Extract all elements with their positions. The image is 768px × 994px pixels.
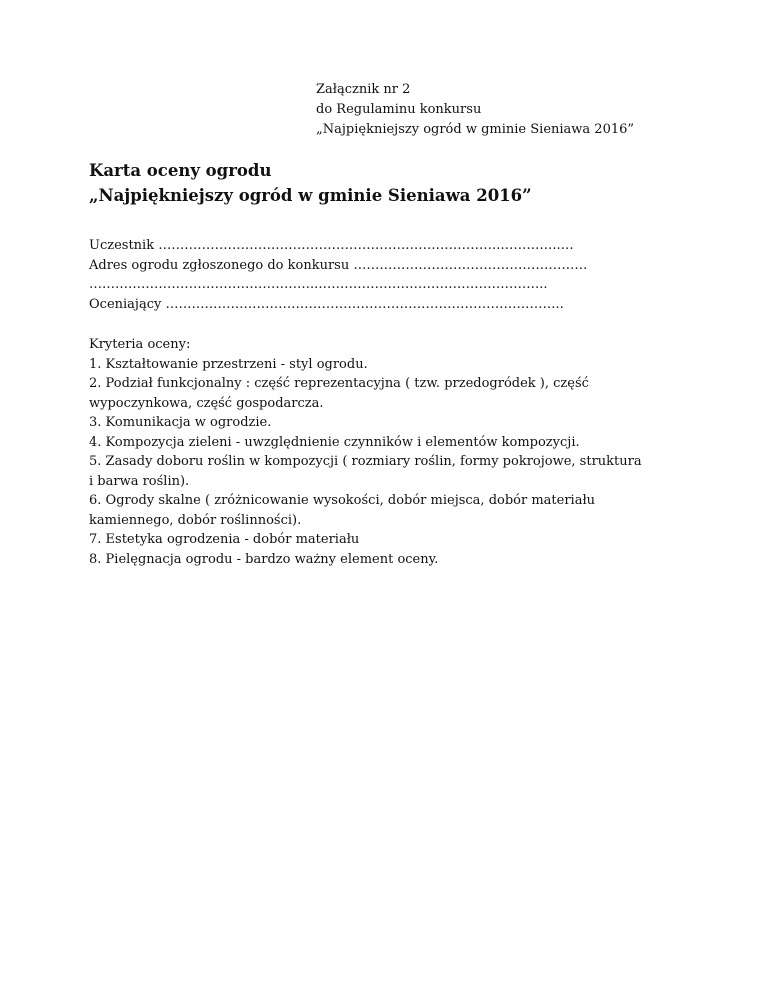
criteria-line: wypoczynkowa, część gospodarcza. [89,395,324,411]
criteria-line: 6. Ogrody skalne ( zróżnicowanie wysokości, dobór miejsca, dobór materiału [89,493,596,508]
participant-field: Uczestnik …………………………………………………………………….…………..… [89,238,574,253]
title-line-1: Karta oceny ogrodu [89,161,272,180]
garden-address-field: Adres ogrodu zgłoszonego do konkursu ……………………………………………… [89,257,588,273]
evaluator-field: Oceniający ……………………………………………………………………………….. [89,296,564,312]
criteria-list [89,335,679,569]
criteria-line: i barwa roślin). [89,473,190,489]
criteria-line: 3. Komunikacja w ogrodzie. [89,415,272,430]
garden-address-continuation: ……………………………………………..…………………………………………….. [89,277,548,292]
document-title [89,158,532,208]
annex-reference [316,80,634,140]
annex-regulation: do Regulaminu konkursu [316,102,482,117]
criteria-line: kamiennego, dobór roślinności). [89,512,302,528]
annex-number: Załącznik nr 2 [316,82,411,97]
criteria-line: 2. Podział funkcjonalny : część reprezentacyjna ( tzw. przedogródek ), część [89,376,589,391]
criteria-line: 1. Kształtowanie przestrzeni - styl ogrodu. [89,356,368,372]
annex-contest-name: „Najpiękniejszy ogród w gminie Sieniawa 2016” [316,122,635,137]
criteria-line: 8. Pielęgnacja ogrodu - bardzo ważny element oceny. [89,551,439,567]
title-line-2: „Najpiękniejszy ogród w gminie Sieniawa 2016” [89,186,532,205]
criteria-line: 7. Estetyka ogrodzenia - dobór materiału [89,532,360,547]
form-fields [89,236,587,314]
criteria-heading: Kryteria oceny: [89,337,191,352]
criteria-line: 5. Zasady doboru roślin w kompozycji ( rozmiary roślin, formy pokrojowe, struktura [89,454,642,469]
criteria-line: 4. Kompozycja zieleni - uwzględnienie czynników i elementów kompozycji. [89,434,580,450]
